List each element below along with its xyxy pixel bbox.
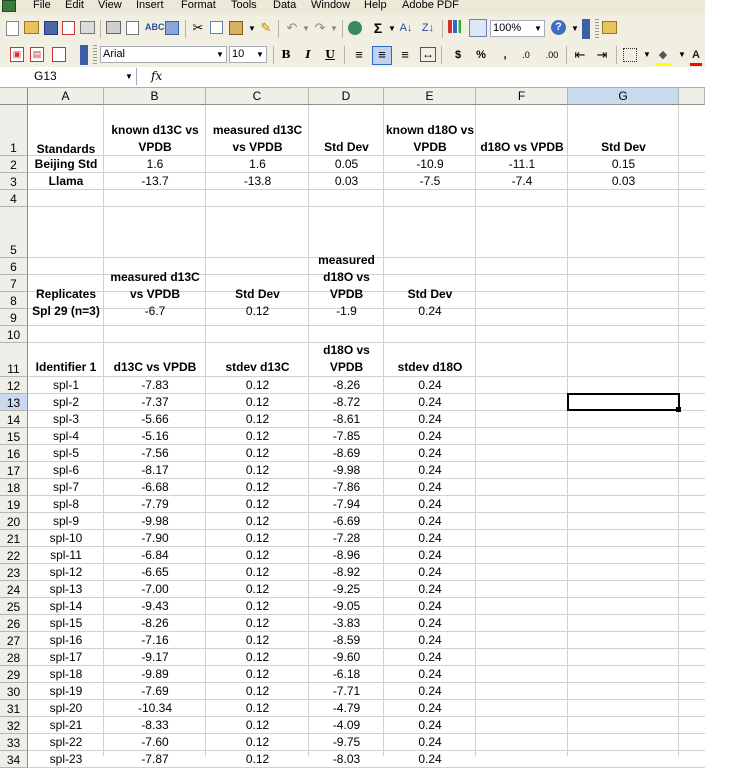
- standard-value[interactable]: 1.6: [249, 157, 266, 171]
- pdf-email-icon[interactable]: ▤: [30, 47, 44, 62]
- name-box[interactable]: G13: [0, 68, 137, 85]
- cut-icon[interactable]: ✂: [192, 20, 204, 35]
- fill-color-dropdown-chevron-icon[interactable]: ▼: [678, 50, 686, 59]
- sample-value[interactable]: -8.59: [332, 633, 361, 647]
- sample-value[interactable]: 0.12: [245, 752, 270, 766]
- row-header-18[interactable]: 18: [0, 479, 28, 496]
- sample-value[interactable]: -4.79: [332, 701, 361, 715]
- percent-button[interactable]: %: [476, 49, 486, 61]
- help-icon[interactable]: ?: [551, 20, 566, 35]
- insert-hyperlink-icon[interactable]: [348, 21, 362, 35]
- undo-icon[interactable]: ↶: [286, 20, 298, 35]
- row-header-27[interactable]: 27: [0, 632, 28, 649]
- replicate-std-dev-d18o-header[interactable]: Std Dev: [407, 287, 453, 301]
- replicate-d18o[interactable]: -1.9: [336, 304, 357, 318]
- sample-value[interactable]: 0.24: [418, 395, 442, 409]
- row-header-10[interactable]: 10: [0, 326, 28, 343]
- sample-value[interactable]: -9.98: [141, 514, 169, 528]
- align-center-icon[interactable]: ≡: [372, 46, 392, 65]
- fill-handle[interactable]: [676, 407, 681, 412]
- worksheet-grid[interactable]: [0, 88, 705, 767]
- sample-value[interactable]: 0.24: [418, 412, 442, 426]
- insert-function-icon[interactable]: fx: [151, 69, 163, 83]
- sample-value[interactable]: -8.61: [332, 412, 361, 426]
- standard-value[interactable]: -10.9: [416, 157, 444, 171]
- row-gridline: [28, 206, 705, 207]
- standard-value[interactable]: -11.1: [508, 157, 536, 171]
- standard-value[interactable]: 0.03: [334, 174, 359, 188]
- print-icon[interactable]: [106, 21, 121, 34]
- sample-value[interactable]: -7.69: [141, 684, 169, 698]
- row-header-25[interactable]: 25: [0, 598, 28, 615]
- formula-input[interactable]: [172, 68, 702, 85]
- sample-value[interactable]: -8.26: [332, 378, 361, 392]
- sample-value[interactable]: 0.12: [245, 667, 270, 681]
- sample-value[interactable]: 0.24: [418, 565, 442, 579]
- sample-value[interactable]: -7.79: [141, 497, 169, 511]
- permission-icon[interactable]: [62, 21, 75, 35]
- sample-value[interactable]: -9.98: [332, 463, 361, 477]
- row-header-12[interactable]: 12: [0, 377, 28, 394]
- help-dropdown-chevron-icon[interactable]: ▼: [571, 24, 579, 33]
- sample-value[interactable]: 0.12: [245, 480, 270, 494]
- sample-value[interactable]: 0.12: [245, 616, 270, 630]
- menu-data[interactable]: Data: [273, 0, 297, 11]
- sample-value[interactable]: -4.09: [332, 718, 361, 732]
- sample-value[interactable]: 0.12: [245, 582, 270, 596]
- borders-icon[interactable]: [623, 48, 637, 62]
- row-header-33[interactable]: 33: [0, 734, 28, 751]
- toolbar-separator: [273, 46, 274, 64]
- chart-wizard-icon[interactable]: [448, 20, 461, 33]
- sample-value[interactable]: 0.24: [418, 752, 442, 766]
- standard-value[interactable]: -7.4: [511, 174, 533, 188]
- row-header-30[interactable]: 30: [0, 683, 28, 700]
- sample-d18o-header[interactable]: d18O vs VPDB: [323, 343, 370, 374]
- row-header-17[interactable]: 17: [0, 462, 28, 479]
- sample-value[interactable]: -7.85: [332, 429, 361, 443]
- redo-dropdown-chevron-icon[interactable]: ▼: [330, 24, 338, 33]
- sample-d13c-header[interactable]: d13C vs VPDB: [113, 360, 197, 374]
- standard-name[interactable]: Llama: [48, 174, 84, 188]
- sample-value[interactable]: 0.24: [418, 650, 442, 664]
- drawing-icon[interactable]: [469, 19, 487, 37]
- bold-button[interactable]: B: [281, 48, 291, 61]
- sample-identifier[interactable]: spl-19: [49, 684, 83, 698]
- increase-decimal-icon[interactable]: .0: [522, 50, 530, 60]
- row-header-2[interactable]: 2: [0, 156, 28, 173]
- sample-value[interactable]: -7.00: [141, 582, 169, 596]
- row-header-19[interactable]: 19: [0, 496, 28, 513]
- sort-descending-icon[interactable]: Z↓: [421, 22, 435, 34]
- zoom-select[interactable]: [490, 20, 545, 37]
- menu-edit[interactable]: Edit: [65, 0, 84, 11]
- row-header-6[interactable]: 6: [0, 258, 28, 275]
- row-header-9[interactable]: 9: [0, 309, 28, 326]
- column-header-e[interactable]: E: [384, 88, 476, 105]
- sample-value[interactable]: 0.24: [418, 446, 442, 460]
- sample-value[interactable]: 0.24: [418, 667, 442, 681]
- sample-value[interactable]: 0.12: [245, 701, 270, 715]
- sample-identifier[interactable]: spl-13: [49, 582, 83, 596]
- sample-value[interactable]: -8.17: [141, 463, 169, 477]
- sample-value[interactable]: -7.60: [141, 735, 169, 749]
- sample-value[interactable]: -8.72: [332, 395, 361, 409]
- sample-identifier[interactable]: spl-15: [49, 616, 83, 630]
- row-header-23[interactable]: 23: [0, 564, 28, 581]
- paste-dropdown-chevron-icon[interactable]: ▼: [248, 24, 256, 33]
- sample-value[interactable]: 0.12: [245, 599, 270, 613]
- spelling-icon[interactable]: ABC: [145, 22, 165, 32]
- align-right-icon[interactable]: ≡: [401, 47, 409, 62]
- sample-value[interactable]: -9.05: [332, 599, 361, 613]
- menu-help[interactable]: Help: [364, 0, 387, 11]
- menu-file[interactable]: File: [33, 0, 51, 11]
- sample-value[interactable]: 0.12: [245, 446, 270, 460]
- italic-button[interactable]: I: [305, 48, 311, 61]
- sample-value[interactable]: 0.24: [418, 582, 442, 596]
- sample-identifier[interactable]: spl-3: [52, 412, 79, 426]
- sample-value[interactable]: 0.24: [418, 735, 442, 749]
- align-left-icon[interactable]: ≡: [355, 47, 363, 62]
- format-painter-icon[interactable]: ✎: [260, 20, 272, 35]
- sample-value[interactable]: -8.96: [332, 548, 361, 562]
- standard-value[interactable]: 1.6: [146, 157, 164, 171]
- sample-identifier[interactable]: spl-23: [49, 752, 83, 766]
- row-header-20[interactable]: 20: [0, 513, 28, 530]
- sample-value[interactable]: -9.89: [141, 667, 169, 681]
- replicate-measured-d18o-header[interactable]: measured d18O vs VPDB: [318, 253, 375, 301]
- toolbar-separator: [100, 20, 101, 38]
- sample-identifier[interactable]: spl-21: [49, 718, 83, 732]
- sample-value[interactable]: 0.24: [418, 463, 442, 477]
- row-header-15[interactable]: 15: [0, 428, 28, 445]
- sample-value[interactable]: 0.12: [245, 718, 270, 732]
- menu-format[interactable]: Format: [181, 0, 216, 11]
- sample-value[interactable]: -7.87: [141, 752, 169, 766]
- row-header-31[interactable]: 31: [0, 700, 28, 717]
- known-d18o-header[interactable]: known d18O vs VPDB: [385, 123, 475, 154]
- row-header-1[interactable]: 1: [0, 105, 28, 156]
- name-box-dropdown-chevron-icon[interactable]: ▼: [125, 72, 133, 81]
- row-header-4[interactable]: 4: [0, 190, 28, 207]
- sample-identifier[interactable]: spl-4: [52, 429, 79, 443]
- standards-header[interactable]: Standards: [36, 142, 96, 156]
- row-header-34[interactable]: 34: [0, 751, 28, 768]
- sample-identifier[interactable]: spl-16: [49, 633, 83, 647]
- column-header-filler: [679, 88, 705, 105]
- sample-value[interactable]: 0.24: [418, 497, 442, 511]
- sample-value[interactable]: 0.24: [418, 616, 442, 630]
- menu-window[interactable]: Window: [311, 0, 351, 11]
- sample-value[interactable]: -7.71: [332, 684, 361, 698]
- standard-value[interactable]: 0.03: [611, 174, 636, 188]
- known-d13c-header[interactable]: known d13C vs VPDB: [111, 123, 199, 154]
- sample-value[interactable]: 0.12: [245, 497, 270, 511]
- toolbar-grip-icon[interactable]: [93, 45, 97, 65]
- sample-value[interactable]: -6.84: [141, 548, 169, 562]
- column-gridline: [678, 105, 679, 756]
- toolbar-separator: [566, 46, 567, 64]
- sample-identifier[interactable]: spl-1: [52, 378, 79, 392]
- sample-value[interactable]: 0.12: [245, 735, 270, 749]
- std-dev-d18o-header[interactable]: Std Dev: [601, 140, 646, 154]
- sample-value[interactable]: 0.24: [418, 514, 442, 528]
- menu-tools[interactable]: Tools: [231, 0, 257, 11]
- sample-value[interactable]: -8.33: [141, 718, 169, 732]
- row-header-3[interactable]: 3: [0, 173, 28, 190]
- column-header-f[interactable]: F: [476, 88, 568, 105]
- excel-app-icon[interactable]: [2, 0, 16, 12]
- decrease-decimal-icon[interactable]: .00: [545, 50, 559, 60]
- column-header-a[interactable]: A: [28, 88, 104, 105]
- sample-value[interactable]: 0.24: [418, 718, 442, 732]
- identifier-header[interactable]: Identifier 1: [35, 360, 97, 374]
- sample-value[interactable]: -9.17: [141, 650, 169, 664]
- toolbar-options-icon[interactable]: [582, 19, 590, 39]
- standard-value[interactable]: 0.15: [611, 157, 636, 171]
- toolbar-grip-icon[interactable]: [595, 19, 599, 39]
- print-preview-icon[interactable]: [126, 21, 139, 35]
- sample-value[interactable]: -7.28: [332, 531, 361, 545]
- sample-value[interactable]: -7.94: [332, 497, 361, 511]
- standard-name[interactable]: Beijing Std: [34, 157, 98, 171]
- row-header-13[interactable]: 13: [0, 394, 28, 411]
- row-header-21[interactable]: 21: [0, 530, 28, 547]
- fill-color-icon[interactable]: ◆: [655, 47, 671, 66]
- row-header-22[interactable]: 22: [0, 547, 28, 564]
- replicate-std-dev-d13c-header[interactable]: Std Dev: [235, 287, 280, 301]
- column-gridline: [567, 105, 568, 756]
- standard-value[interactable]: 0.05: [334, 157, 359, 171]
- email-icon[interactable]: [80, 21, 95, 34]
- font-color-icon[interactable]: A: [690, 47, 702, 66]
- sample-value[interactable]: 0.24: [418, 480, 442, 494]
- column-header-c[interactable]: C: [206, 88, 309, 105]
- sample-identifier[interactable]: spl-12: [49, 565, 83, 579]
- sample-value[interactable]: -6.68: [141, 480, 169, 494]
- save-icon[interactable]: [44, 21, 58, 35]
- sample-value[interactable]: -9.75: [332, 735, 361, 749]
- convert-to-pdf-icon[interactable]: ▣: [10, 47, 24, 62]
- formatting-toolbar: [0, 43, 705, 68]
- toolbar-options-icon[interactable]: [80, 45, 88, 65]
- sample-value[interactable]: 0.24: [418, 701, 442, 715]
- sample-identifier[interactable]: spl-5: [52, 446, 79, 460]
- replicates-header[interactable]: Replicates: [35, 287, 97, 301]
- increase-indent-icon[interactable]: ⇥: [596, 47, 608, 62]
- sample-value[interactable]: -7.16: [141, 633, 169, 647]
- sample-value[interactable]: 0.12: [245, 531, 270, 545]
- sort-ascending-icon[interactable]: A↓: [399, 22, 413, 34]
- row-header-28[interactable]: 28: [0, 649, 28, 666]
- font-name-value: Arial: [103, 48, 126, 60]
- underline-button[interactable]: U: [325, 48, 335, 61]
- font-size-value: 10: [232, 48, 245, 60]
- sample-value[interactable]: -10.34: [137, 701, 173, 715]
- sample-value[interactable]: 0.24: [418, 684, 442, 698]
- row-header-5[interactable]: 5: [0, 207, 28, 258]
- sample-value[interactable]: 0.24: [418, 429, 442, 443]
- font-size-dropdown-chevron-icon[interactable]: ▼: [256, 50, 264, 59]
- sample-stdev-d18o-header[interactable]: stdev d18O: [397, 360, 463, 374]
- std-dev-d13c-header[interactable]: Std Dev: [324, 140, 369, 154]
- sample-value[interactable]: 0.12: [245, 412, 270, 426]
- sample-identifier[interactable]: spl-17: [49, 650, 83, 664]
- toolbar-separator: [344, 46, 345, 64]
- sample-value[interactable]: -6.65: [141, 565, 169, 579]
- sample-value[interactable]: 0.12: [245, 395, 270, 409]
- sample-value[interactable]: 0.12: [245, 565, 270, 579]
- comma-style-button[interactable]: ,: [503, 49, 507, 61]
- sample-value[interactable]: 0.24: [418, 599, 442, 613]
- paste-icon[interactable]: [229, 21, 243, 35]
- sample-value[interactable]: -9.43: [141, 599, 169, 613]
- row-header-16[interactable]: 16: [0, 445, 28, 462]
- menu-adobe-pdf[interactable]: Adobe PDF: [402, 0, 459, 11]
- undo-dropdown-chevron-icon[interactable]: ▼: [302, 24, 310, 33]
- borders-dropdown-chevron-icon[interactable]: ▼: [643, 50, 651, 59]
- research-icon[interactable]: [165, 21, 179, 35]
- sample-value[interactable]: -7.83: [141, 378, 169, 392]
- row-header-7[interactable]: 7: [0, 275, 28, 292]
- sample-identifier[interactable]: spl-8: [52, 497, 79, 511]
- sample-identifier[interactable]: spl-20: [49, 701, 83, 715]
- menu-insert[interactable]: Insert: [136, 0, 164, 11]
- sample-value[interactable]: -7.56: [141, 446, 169, 460]
- sample-value[interactable]: 0.12: [245, 548, 270, 562]
- replicate-d13c[interactable]: -6.7: [144, 304, 166, 318]
- sample-value[interactable]: 0.12: [245, 463, 270, 477]
- replicate-sd-d13c[interactable]: 0.12: [245, 304, 270, 318]
- sample-value[interactable]: -8.92: [332, 565, 361, 579]
- sample-value[interactable]: 0.12: [245, 650, 270, 664]
- sample-value[interactable]: -5.16: [141, 429, 169, 443]
- select-all-corner[interactable]: [0, 88, 28, 105]
- row-header-11[interactable]: 11: [0, 343, 28, 377]
- standard-value[interactable]: -7.5: [419, 174, 441, 188]
- replicate-measured-d13c-header[interactable]: measured d13C vs VPDB: [110, 270, 200, 301]
- sample-value[interactable]: -3.83: [332, 616, 361, 630]
- toolbar-separator: [278, 20, 279, 38]
- replicate-sd-d18o[interactable]: 0.24: [418, 304, 442, 318]
- sample-identifier[interactable]: spl-7: [52, 480, 79, 494]
- font-name-dropdown-chevron-icon[interactable]: ▼: [216, 50, 224, 59]
- sample-value[interactable]: 0.12: [245, 684, 270, 698]
- sample-stdev-d13c-header[interactable]: stdev d13C: [225, 360, 290, 374]
- open-folder-icon[interactable]: [24, 21, 39, 34]
- decrease-indent-icon[interactable]: ⇤: [574, 47, 586, 62]
- toolbar-separator: [441, 46, 442, 64]
- sample-identifier[interactable]: spl-18: [49, 667, 83, 681]
- sample-value[interactable]: 0.12: [245, 378, 270, 392]
- sample-value[interactable]: 0.24: [418, 548, 442, 562]
- sample-value[interactable]: -7.86: [332, 480, 361, 494]
- sample-value[interactable]: 0.24: [418, 633, 442, 647]
- toolbar-separator: [342, 20, 343, 38]
- sample-value[interactable]: -8.26: [141, 616, 169, 630]
- row-header-14[interactable]: 14: [0, 411, 28, 428]
- sample-value[interactable]: -8.03: [332, 752, 361, 766]
- font-size-select[interactable]: [229, 46, 267, 63]
- sample-value[interactable]: 0.12: [245, 514, 270, 528]
- column-header-d[interactable]: D: [309, 88, 384, 105]
- replicate-id[interactable]: Spl 29 (n=3): [32, 304, 100, 318]
- row-header-32[interactable]: 32: [0, 717, 28, 734]
- column-header-b[interactable]: B: [104, 88, 206, 105]
- font-name-select[interactable]: [100, 46, 227, 63]
- sample-identifier[interactable]: spl-14: [49, 599, 83, 613]
- measured-d13c-header[interactable]: measured d13C vs VPDB: [212, 123, 303, 154]
- toolbar-separator: [616, 46, 617, 64]
- sample-identifier[interactable]: spl-9: [52, 514, 79, 528]
- column-header-g[interactable]: G: [568, 88, 679, 105]
- new-document-icon[interactable]: [6, 21, 19, 36]
- row-header-29[interactable]: 29: [0, 666, 28, 683]
- autosum-icon[interactable]: Σ: [373, 20, 383, 36]
- toolbar-separator: [185, 20, 186, 38]
- sample-identifier[interactable]: spl-6: [52, 463, 79, 477]
- sample-value[interactable]: -7.90: [141, 531, 169, 545]
- folder-icon[interactable]: [602, 21, 617, 34]
- active-cell-selection[interactable]: [567, 393, 680, 411]
- sample-value[interactable]: -8.69: [332, 446, 361, 460]
- standard-value[interactable]: -13.8: [243, 174, 272, 188]
- sample-value[interactable]: -5.66: [141, 412, 169, 426]
- row-gridline: [28, 325, 705, 326]
- sample-value[interactable]: 0.12: [245, 429, 270, 443]
- merge-center-icon[interactable]: ↔: [422, 47, 434, 61]
- sample-identifier[interactable]: spl-22: [49, 735, 83, 749]
- d18o-vs-vpdb-header[interactable]: d18O vs VPDB: [480, 140, 564, 154]
- row-header-8[interactable]: 8: [0, 292, 28, 309]
- toolbar-separator: [442, 20, 443, 38]
- zoom-value: 100%: [493, 22, 522, 34]
- sample-value[interactable]: -6.69: [332, 514, 361, 528]
- autosum-dropdown-chevron-icon[interactable]: ▼: [388, 24, 396, 33]
- standard-toolbar: [0, 15, 705, 44]
- sample-identifier[interactable]: spl-11: [50, 548, 82, 562]
- row-header-26[interactable]: 26: [0, 615, 28, 632]
- sample-value[interactable]: -6.18: [332, 667, 361, 681]
- copy-icon[interactable]: [210, 21, 223, 34]
- sample-value[interactable]: 0.24: [418, 531, 442, 545]
- standard-value[interactable]: -13.7: [141, 174, 169, 188]
- sample-value[interactable]: -9.60: [332, 650, 361, 664]
- sample-value[interactable]: 0.24: [418, 378, 442, 392]
- sample-value[interactable]: -9.25: [332, 582, 361, 596]
- row-header-24[interactable]: 24: [0, 581, 28, 598]
- pdf-review-icon[interactable]: [52, 47, 66, 62]
- redo-icon[interactable]: ↷: [314, 20, 326, 35]
- sample-identifier[interactable]: spl-10: [49, 531, 83, 545]
- zoom-dropdown-chevron-icon[interactable]: ▼: [534, 24, 542, 33]
- menu-bar: [0, 0, 705, 15]
- menu-view[interactable]: View: [98, 0, 122, 11]
- currency-button[interactable]: $: [454, 49, 462, 61]
- sample-identifier[interactable]: spl-2: [52, 395, 79, 409]
- sample-value[interactable]: 0.12: [245, 633, 270, 647]
- formula-bar: [0, 67, 705, 88]
- sample-value[interactable]: -7.37: [141, 395, 169, 409]
